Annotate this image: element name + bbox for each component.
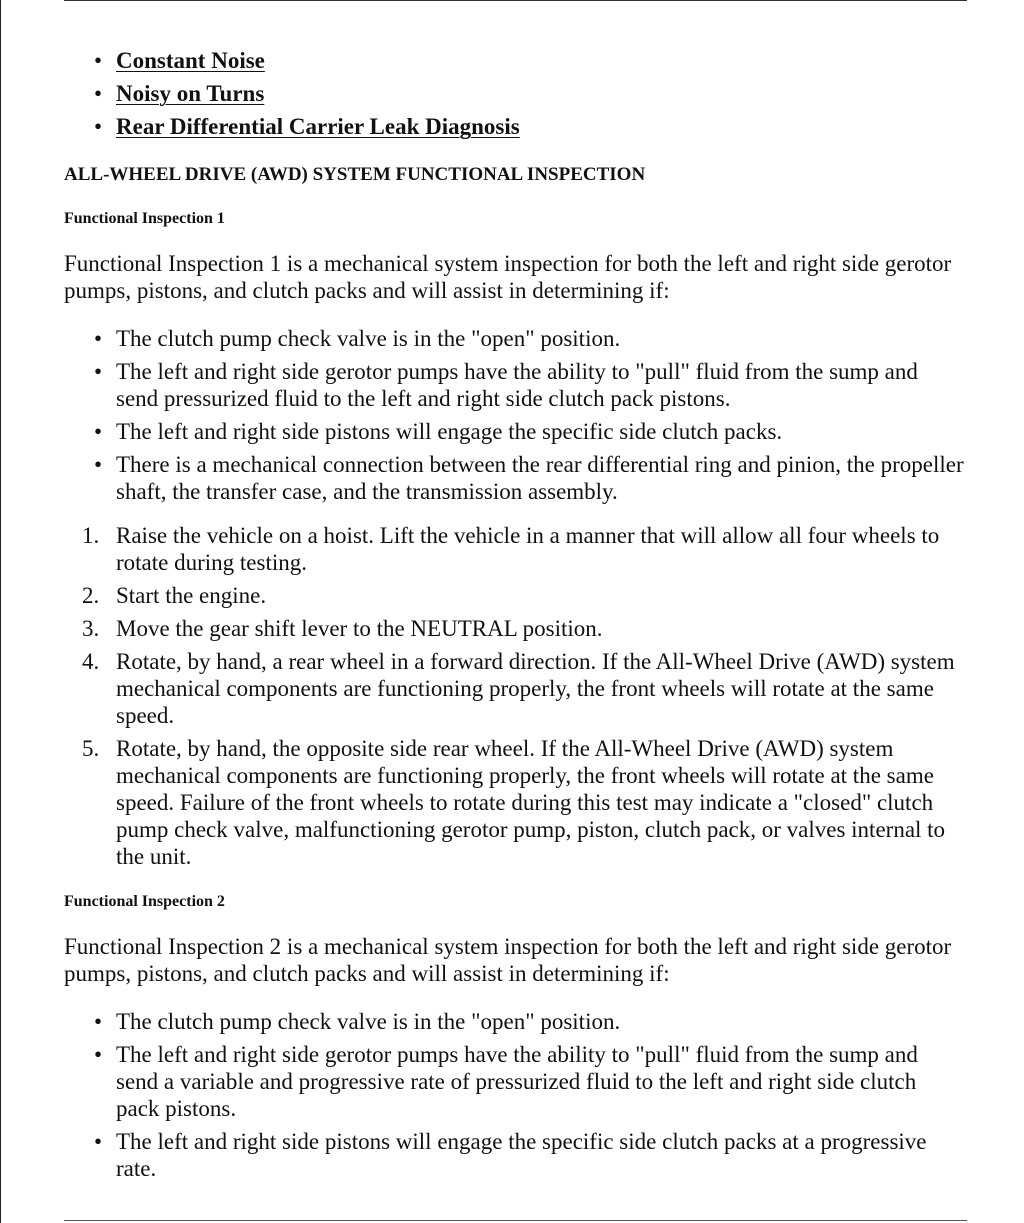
inspection2-heading: Functional Inspection 2 — [64, 893, 225, 910]
list-item: • The clutch pump check valve is in the "open" position. — [64, 325, 964, 352]
list-item: • The left and right side pistons will engage the specific side clutch packs at a progressive rate. — [64, 1128, 964, 1182]
step-number: 2. — [82, 583, 100, 608]
link-rear-differential-leak[interactable]: Rear Differential Carrier Leak Diagnosis — [116, 114, 520, 139]
inspection2-intro: Functional Inspection 2 is a mechanical system inspection for both the left and right side gerotor pumps, pistons, and clutch packs and will assist in determining if: — [64, 934, 952, 986]
link-constant-noise[interactable]: Constant Noise — [116, 48, 265, 73]
step-number: 3. — [82, 616, 100, 641]
inspection1-bullets — [64, 325, 964, 505]
step-item — [64, 522, 964, 576]
top-rule — [64, 0, 967, 1]
link-noisy-on-turns[interactable]: Noisy on Turns — [116, 81, 265, 106]
list-item — [64, 44, 964, 77]
list-item: • The left and right side pistons will engage the specific side clutch packs. — [64, 418, 964, 445]
step-text: Start the engine. — [116, 583, 267, 608]
section-heading: ALL-WHEEL DRIVE (AWD) SYSTEM FUNCTIONAL INSPECTION — [64, 164, 646, 185]
step-text: Raise the vehicle on a hoist. Lift the vehicle in a manner that will allow all four wheels to rotate during testing. — [116, 523, 940, 575]
step-item — [64, 648, 964, 729]
inspection1-intro: Functional Inspection 1 is a mechanical system inspection for both the left and right side gerotor pumps, pistons, and clutch packs and will assist in determining if: — [64, 251, 952, 303]
step-text: Move the gear shift lever to the NEUTRAL position. — [116, 616, 603, 641]
step-number: 5. — [82, 736, 100, 761]
inspection2-bullets — [64, 1008, 964, 1182]
step-item — [64, 735, 964, 870]
step-item — [64, 582, 964, 609]
step-item — [64, 615, 964, 642]
list-item — [64, 110, 964, 143]
list-item: • The left and right side gerotor pumps have the ability to "pull" fluid from the sump and send a variable and progressive rate of pressurized fluid to the left and right side clutch pack pistons. — [64, 1041, 964, 1122]
list-item — [64, 77, 964, 110]
inspection1-steps — [64, 522, 964, 870]
list-item: • The clutch pump check valve is in the "open" position. — [64, 1008, 964, 1035]
step-text: Rotate, by hand, a rear wheel in a forward direction. If the All-Wheel Drive (AWD) system mechanical components are functioning properly, the front wheels will rotate at the same speed. — [116, 649, 955, 728]
document-content — [64, 44, 964, 1188]
step-text: Rotate, by hand, the opposite side rear wheel. If the All-Wheel Drive (AWD) system mechanical components are functioning properly, the front wheels will rotate at the same speed. Failure of the front wheels to rotate during this test may indicate a "closed" clutch pump check valve, malfunctioning gerotor pump, piston, clutch pack, or valves internal to the unit. — [116, 736, 946, 869]
step-number: 4. — [82, 649, 100, 674]
list-item: • There is a mechanical connection between the rear differential ring and pinion, the propeller shaft, the transfer case, and the transmission assembly. — [64, 451, 964, 505]
step-number: 1. — [82, 523, 100, 548]
inspection1-heading: Functional Inspection 1 — [64, 210, 225, 227]
bottom-rule — [64, 1220, 967, 1221]
list-item: • The left and right side gerotor pumps have the ability to "pull" fluid from the sump and send pressurized fluid to the left and right side clutch pack pistons. — [64, 358, 964, 412]
related-links-list — [64, 44, 964, 143]
